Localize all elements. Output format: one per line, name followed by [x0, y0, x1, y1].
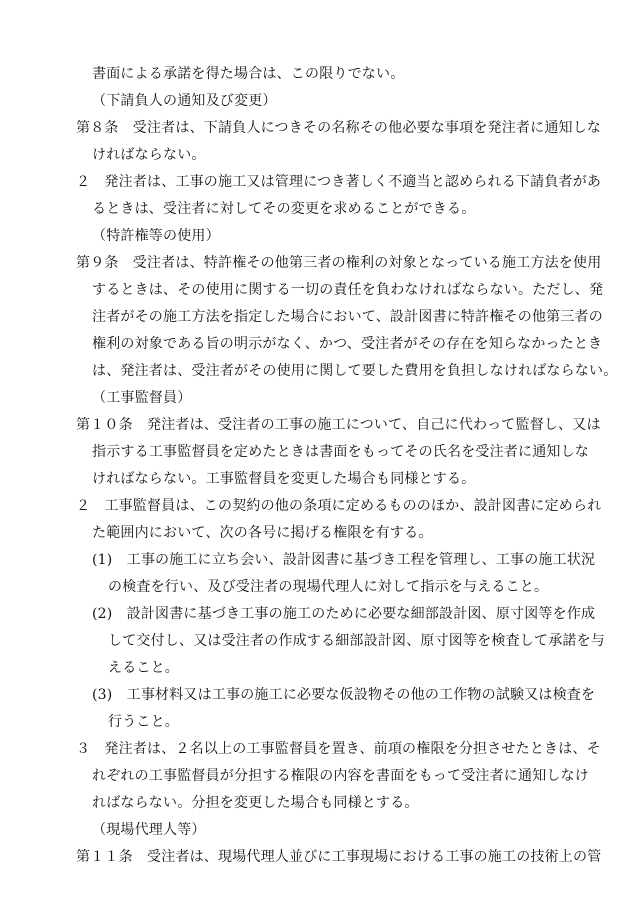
- paragraph-line: ３ 発注者は、２名以上の工事監督員を置き、前項の権限を分担させたときは、そ: [76, 741, 601, 757]
- text-line: えること。: [108, 660, 179, 676]
- list-item-line: (1) 工事の施工に立ち会い、設計図書に基づき工程を管理し、工事の施工状況: [92, 552, 596, 568]
- list-item-line: (2) 設計図書に基づき工事の施工のために必要な細部設計図、原寸図等を作成: [92, 606, 596, 622]
- section-heading: （工事監督員）: [92, 390, 192, 406]
- article-line: 第１０条 発注者は、受注者の工事の施工について、自己に代わって監督し、又は: [76, 417, 601, 433]
- section-heading: （下請負人の通知及び変更）: [92, 93, 277, 109]
- text-line: して交付し、又は受注者の作成する細部設計図、原寸図等を検査して承諾を与: [108, 633, 605, 649]
- text-line: は、発注者は、受注者がその使用に関して要した費用を負担しなければならない。: [92, 363, 618, 379]
- text-line: ければならない。工事監督員を変更した場合も同様とする。: [92, 471, 476, 487]
- section-heading: （特許権等の使用）: [92, 228, 220, 244]
- text-line: の検査を行い、及び受注者の現場代理人に対して指示を与えること。: [108, 579, 549, 595]
- text-line: 権利の対象である旨の明示がなく、かつ、受注者がその存在を知らなかったとき: [92, 336, 603, 352]
- text-line: ればならない。分担を変更した場合も同様とする。: [92, 795, 419, 811]
- text-line: た範囲内において、次の各号に掲げる権限を有する。: [92, 525, 433, 541]
- article-line: 第１１条 受注者は、現場代理人並びに工事現場における工事の施工の技術上の管: [76, 849, 602, 865]
- text-line: るときは、受注者に対してその変更を求めることができる。: [92, 201, 476, 217]
- text-line: ければならない。: [92, 147, 206, 163]
- text-line: 行うこと。: [108, 714, 179, 730]
- paragraph-line: ２ 工事監督員は、この契約の他の条項に定めるもののほか、設計図書に定められ: [76, 498, 602, 514]
- section-heading: （現場代理人等）: [92, 822, 206, 838]
- text-line: 注者がその施工方法を指定した場合において、設計図書に特許権その他第三者の: [92, 309, 603, 325]
- text-line: 指示する工事監督員を定めたときは書面をもってその氏名を受注者に通知しな: [92, 444, 589, 460]
- list-item-line: (3) 工事材料又は工事の施工に必要な仮設物その他の工作物の試験又は検査を: [92, 687, 596, 703]
- article-line: 第９条 受注者は、特許権その他第三者の権利の対象となっている施工方法を使用: [76, 255, 602, 271]
- article-line: 第８条 受注者は、下請負人につきその名称その他必要な事項を発注者に通知しな: [76, 120, 602, 136]
- text-line: れぞれの工事監督員が分担する権限の内容を書面をもって受注者に通知しなけ: [92, 768, 589, 784]
- text-line: するときは、その使用に関する一切の責任を負わなければならない。ただし、発: [92, 282, 604, 298]
- paragraph-line: ２ 発注者は、工事の施工又は管理につき著しく不適当と認められる下請負者があ: [76, 174, 602, 190]
- text-line: 書面による承諾を得た場合は、この限りでない。: [92, 66, 405, 82]
